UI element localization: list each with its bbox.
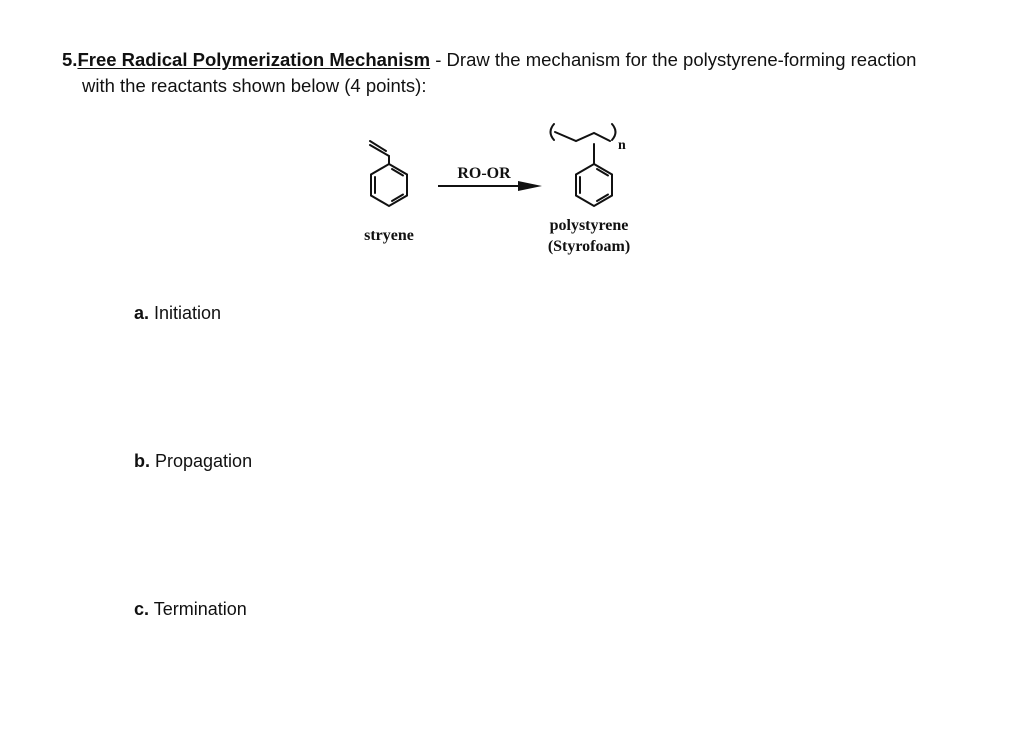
styrene-structure [370,141,407,206]
product-label-line1: polystyrene [549,217,629,234]
part-letter: c. [134,599,150,619]
question-text-line2: with the reactants shown below (4 points): [82,75,427,96]
question-text-line1: Draw the mechanism for the polystyrene-forming reaction [446,49,917,70]
part-letter: a. [134,303,150,323]
title-separator: - [430,49,447,70]
question-number: 5. [62,49,78,70]
reagent-label: RO-OR [457,165,511,182]
polystyrene-backbone [555,132,610,141]
question-title: Free Radical Polymerization Mechanism [77,49,431,70]
polystyrene-benzene-ring [576,164,612,206]
styrene-benzene-ring [371,164,407,206]
reaction-scheme [340,110,670,280]
repeat-bracket-left [551,124,555,140]
part-termination [134,598,247,620]
part-label: Termination [149,599,247,619]
part-letter: b. [134,451,150,471]
repeat-bracket-right [612,124,616,140]
part-label: Propagation [150,451,253,471]
part-initiation [134,302,221,324]
part-propagation [134,450,252,472]
polystyrene-structure [551,124,616,206]
repeat-subscript-n: n [618,138,626,153]
reactant-label: stryene [364,227,414,244]
question-prompt [62,47,992,99]
product-label-line2: (Styrofoam) [547,238,631,255]
part-label: Initiation [149,303,222,323]
